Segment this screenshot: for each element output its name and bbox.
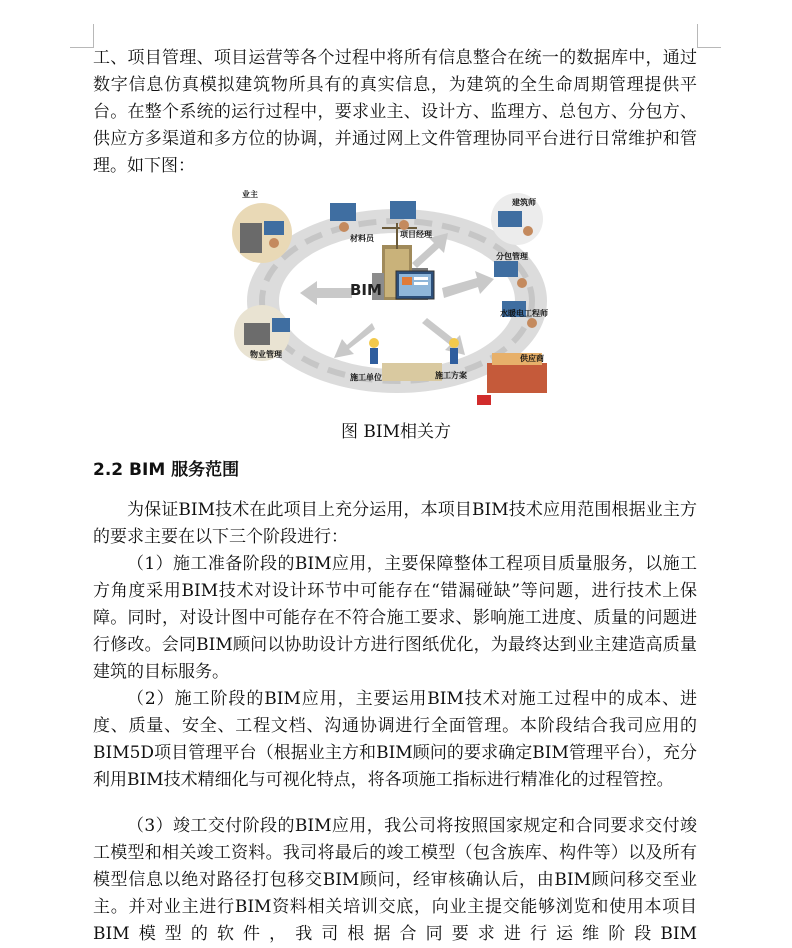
label-construction-plan: 施工方案 [435,371,467,380]
crop-mark-top-right [697,24,721,48]
phase-3-paragraph: （3）竣工交付阶段的BIM应用，我公司将按照国家规定和合同要求交付竣工模型和相关竣工资料。我司将最后的竣工模型（包含族库、构件等）以及所有模型信息以绝对路径打包移交BIM顾问，经审核确认后，由BIM顾问移交至业主。并对业主进行BIM资料相关培训交底，向业主提交能够浏览和使用本项目BIM模型的软件，我司根据合同要求进行运维阶段BIM [93,816,697,944]
label-material: 材料员 [350,234,374,243]
phase-2-paragraph: （2）施工阶段的BIM应用，主要运用BIM技术对施工过程中的成本、进度、质量、安全、工程文档、沟通协调进行全面管理。本阶段结合我司应用的BIM5D项目管理平台（根据业主方和BIM顾问的要求确定BIM管理平台），充分利用BIM技术精细化与可视化特点，将各项施工指标进行精准化的过程管控。 [93,689,697,790]
bim-stakeholders-figure [222,183,570,411]
label-architect: 建筑师 [512,198,536,207]
center-monitor [396,271,434,299]
label-owner: 业主 [242,190,258,199]
label-pm: 项目经理 [400,230,432,239]
owner-workstation [232,203,292,263]
crop-mark-top-left [70,24,94,48]
bim-center-label: BIM [350,281,382,299]
figure-caption: 图 BIM相关方 [340,422,452,442]
label-construction-unit: 施工单位 [350,373,382,382]
phase-1-paragraph: （1）施工准备阶段的BIM应用，主要保障整体工程项目质量服务，以施工方角度采用BIM技术对设计环节中可能存在“错漏碰缺”等问题，进行技术上保障。同时，对设计图中可能存在不符合施工要求、影响施工进度、质量的问题进行修改。会同BIM顾问以协助设计方进行图纸优化，为最终达到业主建造高质量建筑的目标服务。 [93,554,697,682]
label-supplier: 供应商 [520,354,544,363]
scope-paragraph: 为保证BIM技术在此项目上充分运用，本项目BIM技术应用范围根据业主方的要求主要在以下三个阶段进行： [93,500,697,547]
intro-paragraph: 工、项目管理、项目运营等各个过程中将所有信息整合在统一的数据库中，通过数字信息仿真模拟建筑物所具有的真实信息，为建筑的全生命周期管理提供平台。在整个系统的运行过程中，要求业主、设计方、监理方、总包方、分包方、供应方多渠道和多方位的协调，并通过网上文件管理协同平台进行日常维护和管理。如下图： [93,48,697,176]
label-property: 物业管理 [250,350,282,359]
section-heading: 2.2 BIM 服务范围 [93,460,240,480]
label-subcontractor: 分包管理 [496,252,528,261]
label-mep: 水暖电工程师 [500,309,548,318]
